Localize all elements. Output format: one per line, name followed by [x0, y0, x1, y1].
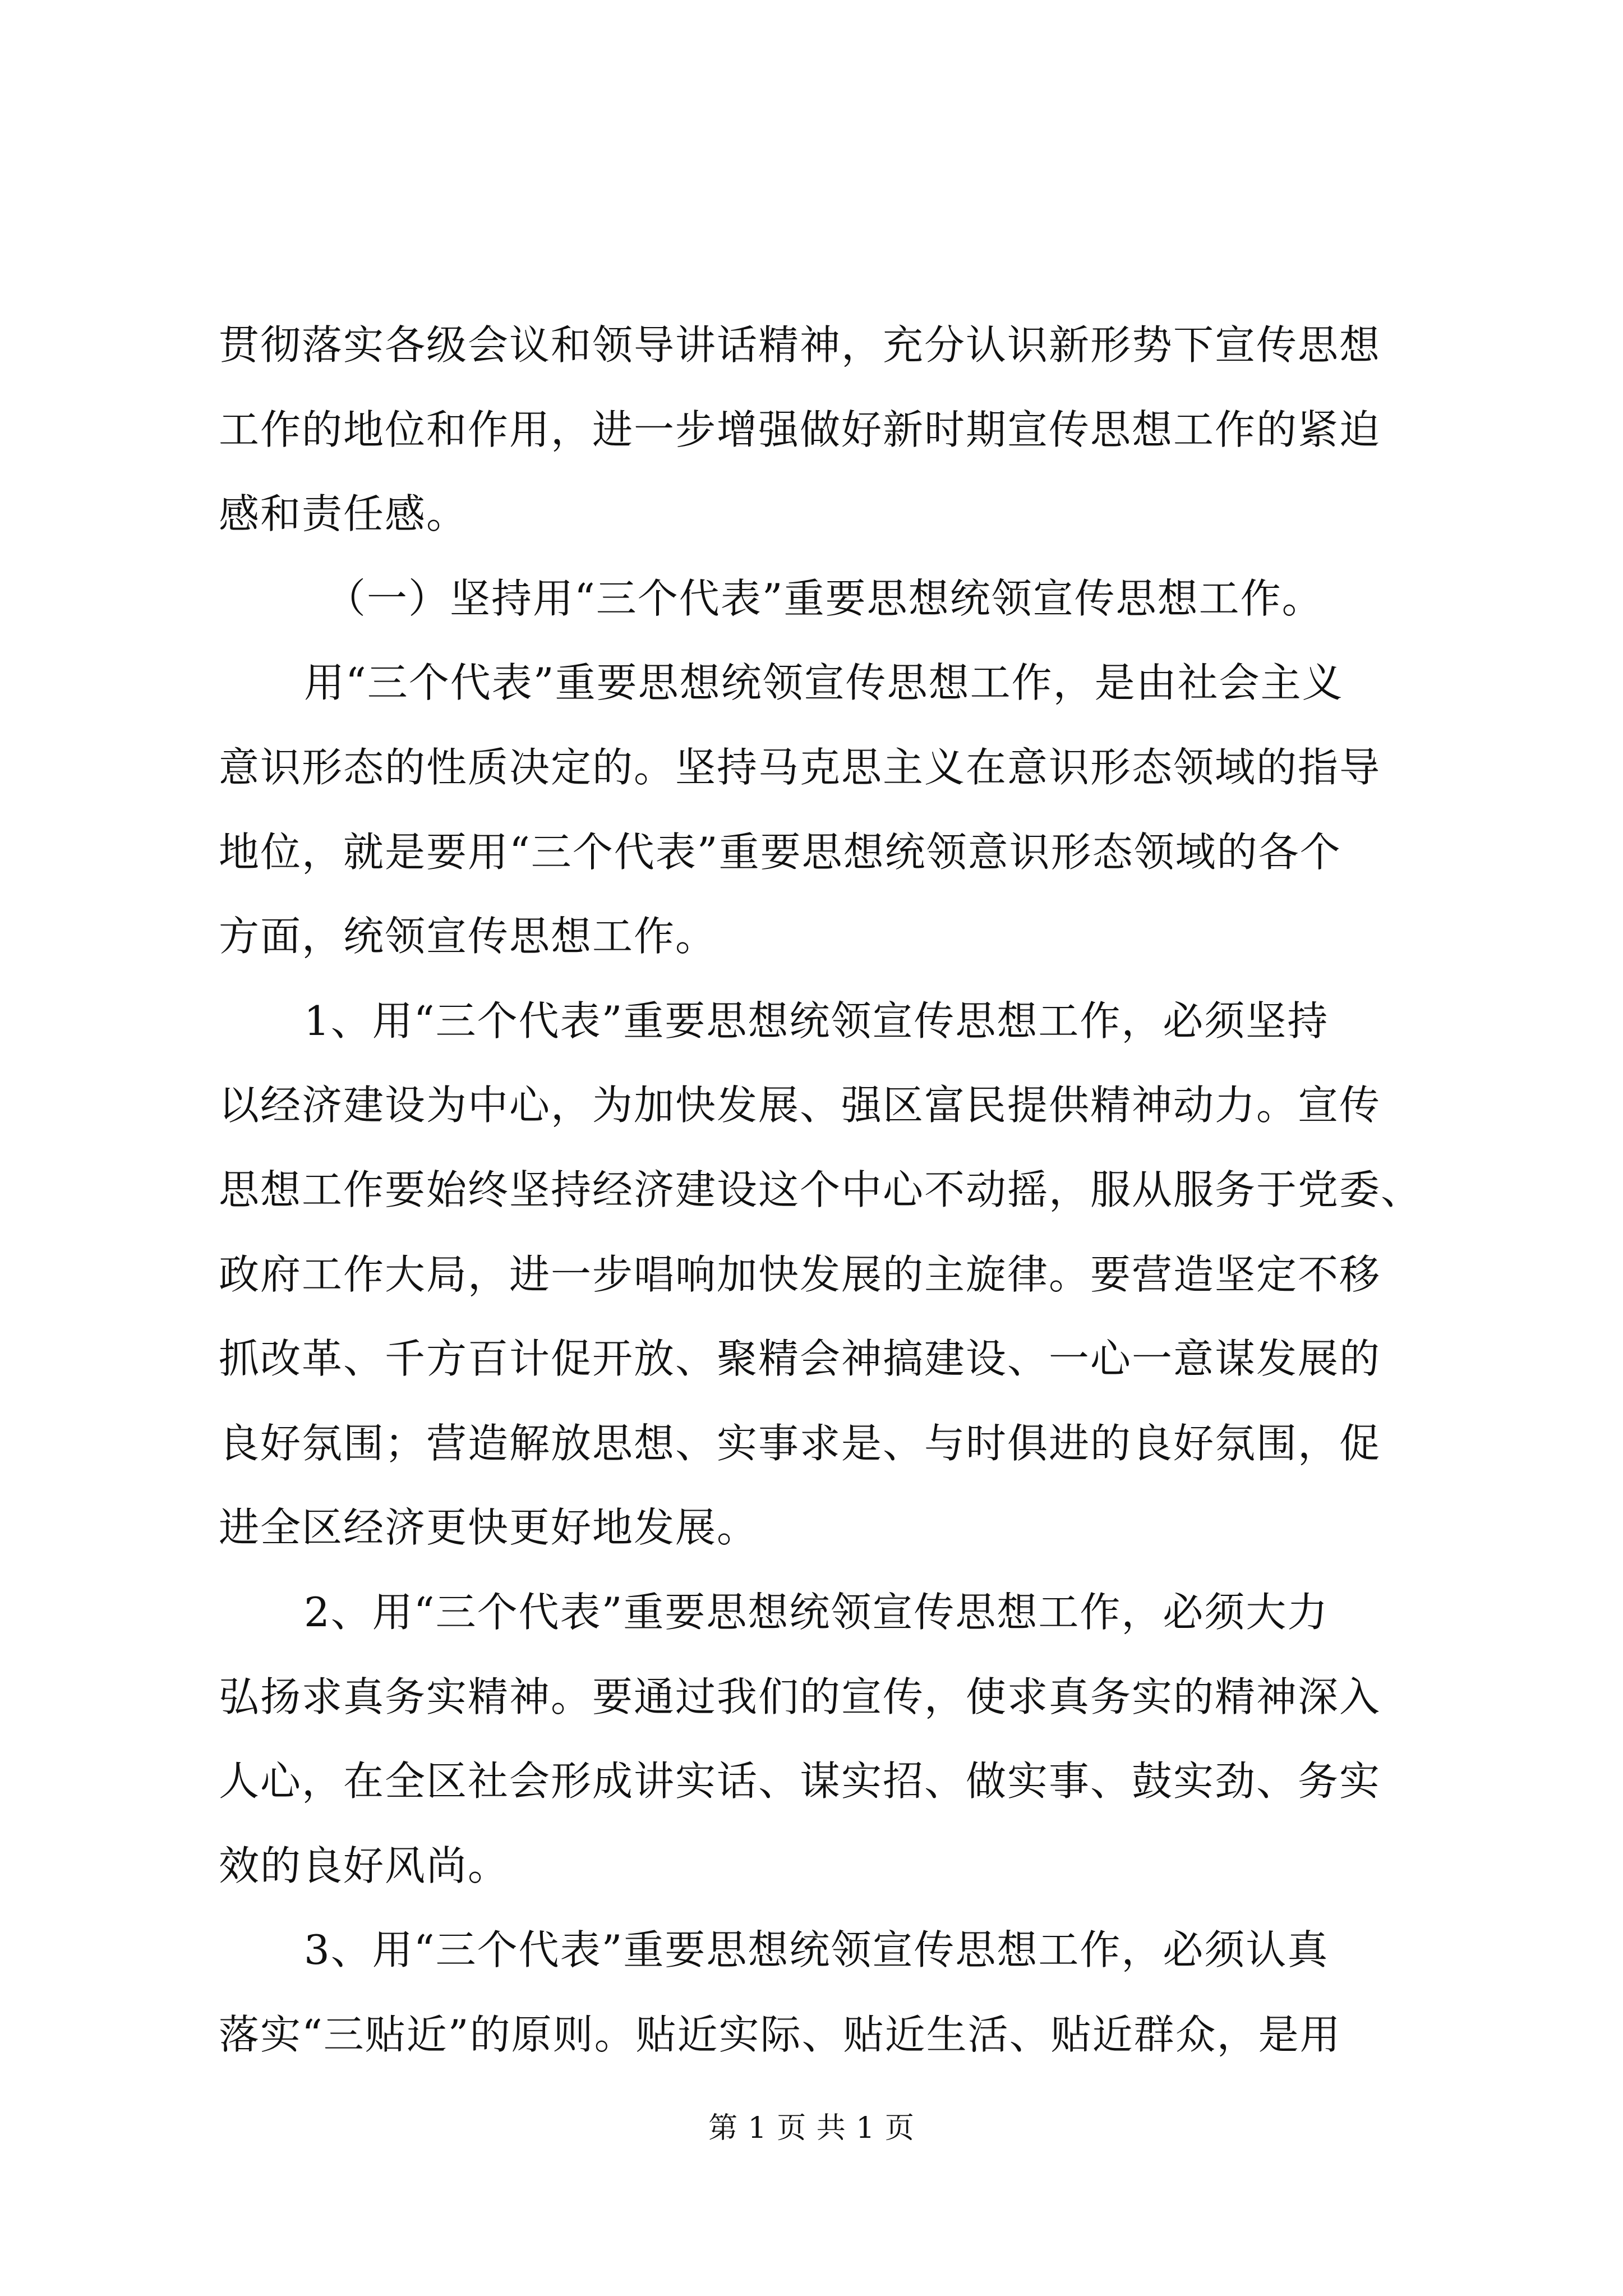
body-line: 人心，在全区社会形成讲实话、谋实招、做实事、鼓实劲、务实: [219, 1757, 1381, 1805]
paragraph-first-line: 1、用“三个代表”重要思想统领宣传思想工作，必须坚持: [304, 997, 1329, 1045]
body-line: 方面，统领宣传思想工作。: [219, 913, 717, 960]
body-line: 贯彻落实各级会议和领导讲话精神，充分认识新形势下宣传思想: [219, 321, 1381, 369]
body-line: 工作的地位和作用，进一步增强做好新时期宣传思想工作的紧迫: [219, 406, 1381, 453]
body-line: 以经济建设为中心，为加快发展、强区富民提供精神动力。宣传: [219, 1082, 1381, 1129]
body-line: 感和责任感。: [219, 490, 468, 538]
paragraph-first-line: 2、用“三个代表”重要思想统领宣传思想工作，必须大力: [304, 1588, 1329, 1636]
page-footer: 第 1 页 共 1 页: [708, 2111, 915, 2145]
body-line: 政府工作大局，进一步唱响加快发展的主旋律。要营造坚定不移: [219, 1250, 1381, 1298]
section-heading: （一）坚持用“三个代表”重要思想统领宣传思想工作。: [325, 574, 1324, 622]
body-line: 落实“三贴近”的原则。贴近实际、贴近生活、贴近群众，是用: [219, 2010, 1341, 2058]
paragraph-first-line: 3、用“三个代表”重要思想统领宣传思想工作，必须认真: [304, 1926, 1329, 1974]
body-line: 进全区经济更快更好地发展。: [219, 1504, 759, 1552]
body-line: 效的良好风尚。: [219, 1842, 510, 1889]
paragraph-first-line: 用“三个代表”重要思想统领宣传思想工作，是由社会主义: [304, 659, 1344, 707]
body-line: 良好氛围；营造解放思想、实事求是、与时俱进的良好氛围，促: [219, 1419, 1381, 1467]
body-line: 思想工作要始终坚持经济建设这个中心不动摇，服从服务于党委、: [219, 1166, 1423, 1213]
body-line: 抓改革、千方百计促开放、聚精会神搞建设、一心一意谋发展的: [219, 1335, 1381, 1383]
body-line: 意识形态的性质决定的。坚持马克思主义在意识形态领域的指导: [219, 743, 1381, 791]
body-line: 弘扬求真务实精神。要通过我们的宣传，使求真务实的精神深入: [219, 1673, 1381, 1720]
document-body: [219, 303, 1441, 2077]
body-line: 地位，就是要用“三个代表”重要思想统领意识形态领域的各个: [219, 828, 1341, 876]
